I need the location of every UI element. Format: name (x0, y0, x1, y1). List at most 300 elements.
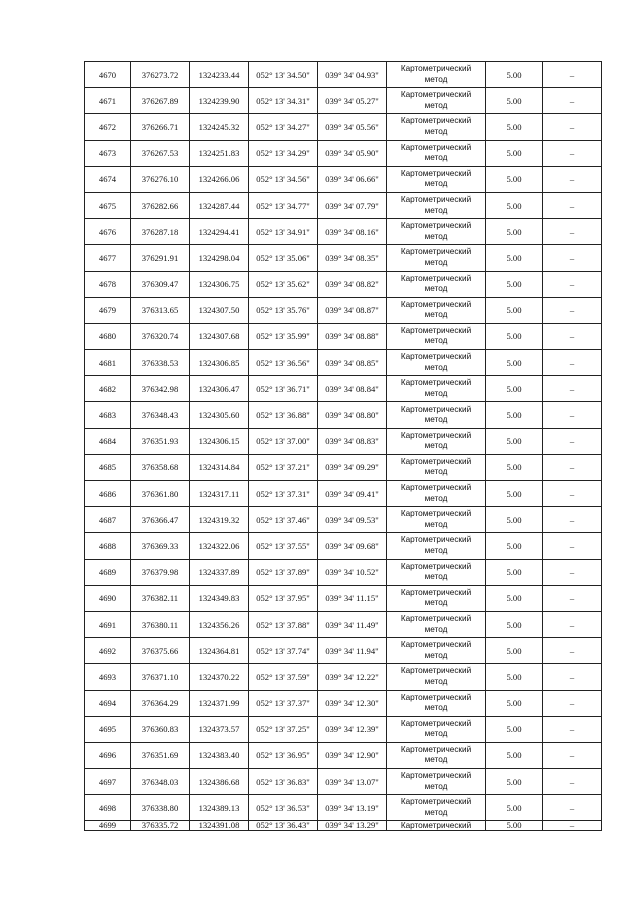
accuracy-cell: 5.00 (486, 716, 543, 742)
table-row (85, 638, 602, 664)
x-coordinate-cell: 376338.53 (131, 350, 190, 376)
point-number-cell: 4678 (85, 271, 131, 297)
method-cell (387, 271, 486, 297)
x-coordinate-cell: 376351.93 (131, 428, 190, 454)
method-cell (387, 690, 486, 716)
y-coordinate-cell: 1324389.13 (190, 795, 249, 821)
description-cell: – (543, 245, 602, 271)
latitude-cell: 052° 13' 37.00" (249, 428, 318, 454)
y-coordinate-cell: 1324306.15 (190, 428, 249, 454)
x-coordinate-cell: 376282.66 (131, 192, 190, 218)
table-row (85, 297, 602, 323)
latitude-cell: 052° 13' 35.99" (249, 323, 318, 349)
description-cell: – (543, 114, 602, 140)
point-number-cell: 4680 (85, 323, 131, 349)
method-cell (387, 821, 486, 831)
latitude-cell: 052° 13' 36.53" (249, 795, 318, 821)
latitude-cell: 052° 13' 37.89" (249, 559, 318, 585)
y-coordinate-cell: 1324391.08 (190, 821, 249, 831)
y-coordinate-cell: 1324337.89 (190, 559, 249, 585)
x-coordinate-cell: 376366.47 (131, 507, 190, 533)
latitude-cell: 052° 13' 36.43" (249, 821, 318, 831)
table-row (85, 88, 602, 114)
y-coordinate-cell: 1324314.84 (190, 454, 249, 480)
accuracy-cell: 5.00 (486, 454, 543, 480)
point-number-cell: 4690 (85, 585, 131, 611)
point-number-cell: 4697 (85, 769, 131, 795)
method-line-2: метод (424, 336, 448, 346)
method-line-1: Картометрический (400, 797, 472, 807)
accuracy-cell: 5.00 (486, 140, 543, 166)
method-line-2: метод (424, 153, 448, 163)
x-coordinate-cell: 376380.11 (131, 611, 190, 637)
x-coordinate-cell: 376361.80 (131, 481, 190, 507)
point-number-cell: 4686 (85, 481, 131, 507)
table-row (85, 533, 602, 559)
table-row (85, 454, 602, 480)
x-coordinate-cell: 376320.74 (131, 323, 190, 349)
latitude-cell: 052° 13' 35.06" (249, 245, 318, 271)
longitude-cell: 039° 34' 11.15" (318, 585, 387, 611)
method-line-1: Картометрический (400, 587, 472, 597)
method-cell (387, 140, 486, 166)
point-number-cell: 4695 (85, 716, 131, 742)
longitude-cell: 039° 34' 05.27" (318, 88, 387, 114)
accuracy-cell: 5.00 (486, 271, 543, 297)
description-cell: – (543, 297, 602, 323)
y-coordinate-cell: 1324306.47 (190, 376, 249, 402)
x-coordinate-cell: 376291.91 (131, 245, 190, 271)
method-line-1: Картометрический (400, 168, 472, 178)
description-cell: – (543, 716, 602, 742)
method-cell (387, 559, 486, 585)
accuracy-cell: 5.00 (486, 114, 543, 140)
method-line-1: Картометрический (400, 456, 472, 466)
method-line-1: Картометрический (400, 299, 472, 309)
longitude-cell: 039° 34' 12.22" (318, 664, 387, 690)
accuracy-cell: 5.00 (486, 219, 543, 245)
description-cell: – (543, 638, 602, 664)
y-coordinate-cell: 1324364.81 (190, 638, 249, 664)
point-number-cell: 4677 (85, 245, 131, 271)
method-line-1: Картометрический (400, 614, 472, 624)
method-line-2: метод (424, 703, 448, 713)
method-line-1: Картометрический (400, 142, 472, 152)
x-coordinate-cell: 376287.18 (131, 219, 190, 245)
description-cell: – (543, 428, 602, 454)
method-line-2: метод (424, 545, 448, 555)
x-coordinate-cell: 376364.29 (131, 690, 190, 716)
latitude-cell: 052° 13' 37.74" (249, 638, 318, 664)
method-cell (387, 585, 486, 611)
accuracy-cell: 5.00 (486, 611, 543, 637)
x-coordinate-cell: 376276.10 (131, 166, 190, 192)
method-cell (387, 611, 486, 637)
method-cell (387, 166, 486, 192)
point-number-cell: 4685 (85, 454, 131, 480)
table-row (85, 140, 602, 166)
latitude-cell: 052° 13' 37.88" (249, 611, 318, 637)
y-coordinate-cell: 1324306.85 (190, 350, 249, 376)
longitude-cell: 039° 34' 12.30" (318, 690, 387, 716)
point-number-cell: 4674 (85, 166, 131, 192)
accuracy-cell: 5.00 (486, 559, 543, 585)
method-line-1: Картометрический (400, 821, 472, 831)
description-cell: – (543, 769, 602, 795)
x-coordinate-cell: 376313.65 (131, 297, 190, 323)
table-row (85, 716, 602, 742)
method-line-1: Картометрический (400, 640, 472, 650)
method-line-2: метод (424, 310, 448, 320)
method-cell (387, 114, 486, 140)
y-coordinate-cell: 1324349.83 (190, 585, 249, 611)
latitude-cell: 052° 13' 34.29" (249, 140, 318, 166)
latitude-cell: 052° 13' 34.77" (249, 192, 318, 218)
method-line-1: Картометрический (400, 509, 472, 519)
description-cell: – (543, 350, 602, 376)
method-cell (387, 245, 486, 271)
description-cell: – (543, 507, 602, 533)
y-coordinate-cell: 1324319.32 (190, 507, 249, 533)
description-cell: – (543, 742, 602, 768)
method-line-1: Картометрический (400, 483, 472, 493)
accuracy-cell: 5.00 (486, 350, 543, 376)
accuracy-cell: 5.00 (486, 166, 543, 192)
x-coordinate-cell: 376335.72 (131, 821, 190, 831)
accuracy-cell: 5.00 (486, 62, 543, 88)
method-line-2: метод (424, 231, 448, 241)
table-row (85, 62, 602, 88)
longitude-cell: 039° 34' 08.80" (318, 402, 387, 428)
longitude-cell: 039° 34' 12.90" (318, 742, 387, 768)
point-number-cell: 4672 (85, 114, 131, 140)
description-cell: – (543, 271, 602, 297)
longitude-cell: 039° 34' 04.93" (318, 62, 387, 88)
accuracy-cell: 5.00 (486, 664, 543, 690)
accuracy-cell: 5.00 (486, 690, 543, 716)
longitude-cell: 039° 34' 13.19" (318, 795, 387, 821)
y-coordinate-cell: 1324307.50 (190, 297, 249, 323)
point-number-cell: 4693 (85, 664, 131, 690)
method-line-2: метод (424, 624, 448, 634)
x-coordinate-cell: 376382.11 (131, 585, 190, 611)
y-coordinate-cell: 1324239.90 (190, 88, 249, 114)
table-row (85, 664, 602, 690)
method-line-1: Картометрический (400, 221, 472, 231)
method-line-1: Картометрический (400, 718, 472, 728)
point-number-cell: 4689 (85, 559, 131, 585)
method-line-2: метод (424, 179, 448, 189)
method-line-1: Картометрический (400, 247, 472, 257)
table-row (85, 690, 602, 716)
method-line-2: метод (424, 519, 448, 529)
method-cell (387, 350, 486, 376)
description-cell: – (543, 323, 602, 349)
accuracy-cell: 5.00 (486, 769, 543, 795)
x-coordinate-cell: 376371.10 (131, 664, 190, 690)
method-cell (387, 795, 486, 821)
latitude-cell: 052° 13' 34.56" (249, 166, 318, 192)
point-number-cell: 4673 (85, 140, 131, 166)
longitude-cell: 039° 34' 08.82" (318, 271, 387, 297)
accuracy-cell: 5.00 (486, 821, 543, 831)
table-row (85, 507, 602, 533)
accuracy-cell: 5.00 (486, 428, 543, 454)
point-number-cell: 4692 (85, 638, 131, 664)
description-cell: – (543, 376, 602, 402)
method-line-2: метод (424, 126, 448, 136)
description-cell: – (543, 402, 602, 428)
accuracy-cell: 5.00 (486, 376, 543, 402)
latitude-cell: 052° 13' 36.95" (249, 742, 318, 768)
method-cell (387, 664, 486, 690)
y-coordinate-cell: 1324317.11 (190, 481, 249, 507)
point-number-cell: 4670 (85, 62, 131, 88)
longitude-cell: 039° 34' 07.79" (318, 192, 387, 218)
description-cell: – (543, 585, 602, 611)
longitude-cell: 039° 34' 11.49" (318, 611, 387, 637)
table-row (85, 271, 602, 297)
method-line-2: метод (424, 807, 448, 817)
x-coordinate-cell: 376375.66 (131, 638, 190, 664)
y-coordinate-cell: 1324307.68 (190, 323, 249, 349)
method-line-1: Картометрический (400, 744, 472, 754)
method-line-2: метод (424, 729, 448, 739)
latitude-cell: 052° 13' 35.62" (249, 271, 318, 297)
table-row (85, 166, 602, 192)
y-coordinate-cell: 1324386.68 (190, 769, 249, 795)
method-cell (387, 297, 486, 323)
method-line-2: метод (424, 284, 448, 294)
description-cell: – (543, 166, 602, 192)
table-row (85, 402, 602, 428)
method-cell (387, 716, 486, 742)
description-cell: – (543, 62, 602, 88)
method-line-2: метод (424, 676, 448, 686)
method-line-2: метод (424, 257, 448, 267)
accuracy-cell: 5.00 (486, 638, 543, 664)
method-line-1: Картометрический (400, 535, 472, 545)
accuracy-cell: 5.00 (486, 245, 543, 271)
description-cell: – (543, 88, 602, 114)
method-cell (387, 402, 486, 428)
method-line-1: Картометрический (400, 378, 472, 388)
longitude-cell: 039° 34' 13.07" (318, 769, 387, 795)
method-line-2: метод (424, 362, 448, 372)
accuracy-cell: 5.00 (486, 533, 543, 559)
method-line-2: метод (424, 572, 448, 582)
longitude-cell: 039° 34' 08.85" (318, 350, 387, 376)
latitude-cell: 052° 13' 34.27" (249, 114, 318, 140)
method-cell (387, 192, 486, 218)
x-coordinate-cell: 376338.80 (131, 795, 190, 821)
y-coordinate-cell: 1324245.32 (190, 114, 249, 140)
longitude-cell: 039° 34' 09.53" (318, 507, 387, 533)
accuracy-cell: 5.00 (486, 88, 543, 114)
y-coordinate-cell: 1324287.44 (190, 192, 249, 218)
latitude-cell: 052° 13' 37.31" (249, 481, 318, 507)
method-line-1: Картометрический (400, 90, 472, 100)
point-number-cell: 4682 (85, 376, 131, 402)
method-line-1: Картометрический (400, 116, 472, 126)
method-cell (387, 88, 486, 114)
method-line-2: метод (424, 755, 448, 765)
table-row (85, 585, 602, 611)
point-number-cell: 4688 (85, 533, 131, 559)
point-number-cell: 4683 (85, 402, 131, 428)
latitude-cell: 052° 13' 37.46" (249, 507, 318, 533)
x-coordinate-cell: 376379.98 (131, 559, 190, 585)
accuracy-cell: 5.00 (486, 585, 543, 611)
description-cell: – (543, 192, 602, 218)
description-cell: – (543, 533, 602, 559)
y-coordinate-cell: 1324294.41 (190, 219, 249, 245)
method-line-2: метод (424, 598, 448, 608)
y-coordinate-cell: 1324305.60 (190, 402, 249, 428)
latitude-cell: 052° 13' 37.25" (249, 716, 318, 742)
accuracy-cell: 5.00 (486, 297, 543, 323)
longitude-cell: 039° 34' 05.90" (318, 140, 387, 166)
method-cell (387, 454, 486, 480)
x-coordinate-cell: 376360.83 (131, 716, 190, 742)
accuracy-cell: 5.00 (486, 402, 543, 428)
method-line-1: Картометрический (400, 771, 472, 781)
description-cell: – (543, 559, 602, 585)
table-row (85, 742, 602, 768)
accuracy-cell: 5.00 (486, 742, 543, 768)
latitude-cell: 052° 13' 35.76" (249, 297, 318, 323)
y-coordinate-cell: 1324298.04 (190, 245, 249, 271)
coordinates-table (84, 61, 602, 831)
x-coordinate-cell: 376348.03 (131, 769, 190, 795)
method-line-2: метод (424, 415, 448, 425)
point-number-cell: 4694 (85, 690, 131, 716)
description-cell: – (543, 454, 602, 480)
method-line-1: Картометрический (400, 273, 472, 283)
accuracy-cell: 5.00 (486, 192, 543, 218)
point-number-cell: 4679 (85, 297, 131, 323)
longitude-cell: 039° 34' 09.29" (318, 454, 387, 480)
longitude-cell: 039° 34' 08.84" (318, 376, 387, 402)
point-number-cell: 4696 (85, 742, 131, 768)
method-line-1: Картометрический (400, 430, 472, 440)
longitude-cell: 039° 34' 09.41" (318, 481, 387, 507)
y-coordinate-cell: 1324371.99 (190, 690, 249, 716)
latitude-cell: 052° 13' 36.56" (249, 350, 318, 376)
method-line-1: Картометрический (400, 404, 472, 414)
method-cell (387, 323, 486, 349)
method-cell (387, 742, 486, 768)
point-number-cell: 4671 (85, 88, 131, 114)
point-number-cell: 4698 (85, 795, 131, 821)
method-cell (387, 638, 486, 664)
method-cell (387, 481, 486, 507)
method-line-2: метод (424, 74, 448, 84)
method-line-2: метод (424, 650, 448, 660)
x-coordinate-cell: 376273.72 (131, 62, 190, 88)
method-cell (387, 376, 486, 402)
point-number-cell: 4691 (85, 611, 131, 637)
longitude-cell: 039° 34' 11.94" (318, 638, 387, 664)
longitude-cell: 039° 34' 08.16" (318, 219, 387, 245)
method-cell (387, 62, 486, 88)
x-coordinate-cell: 376267.53 (131, 140, 190, 166)
table-row (85, 350, 602, 376)
longitude-cell: 039° 34' 13.29" (318, 821, 387, 831)
latitude-cell: 052° 13' 34.31" (249, 88, 318, 114)
latitude-cell: 052° 13' 37.59" (249, 664, 318, 690)
x-coordinate-cell: 376342.98 (131, 376, 190, 402)
method-cell (387, 507, 486, 533)
table-row (85, 821, 602, 831)
table-row (85, 192, 602, 218)
y-coordinate-cell: 1324370.22 (190, 664, 249, 690)
x-coordinate-cell: 376309.47 (131, 271, 190, 297)
x-coordinate-cell: 376348.43 (131, 402, 190, 428)
y-coordinate-cell: 1324251.83 (190, 140, 249, 166)
latitude-cell: 052° 13' 37.55" (249, 533, 318, 559)
method-line-2: метод (424, 467, 448, 477)
table-row (85, 428, 602, 454)
method-line-1: Картометрический (400, 195, 472, 205)
method-cell (387, 533, 486, 559)
accuracy-cell: 5.00 (486, 481, 543, 507)
description-cell: – (543, 795, 602, 821)
method-line-1: Картометрический (400, 561, 472, 571)
table-row (85, 795, 602, 821)
latitude-cell: 052° 13' 34.91" (249, 219, 318, 245)
longitude-cell: 039° 34' 09.68" (318, 533, 387, 559)
method-line-1: Картометрический (400, 666, 472, 676)
longitude-cell: 039° 34' 05.56" (318, 114, 387, 140)
point-number-cell: 4687 (85, 507, 131, 533)
description-cell: – (543, 821, 602, 831)
accuracy-cell: 5.00 (486, 795, 543, 821)
description-cell: – (543, 219, 602, 245)
y-coordinate-cell: 1324373.57 (190, 716, 249, 742)
latitude-cell: 052° 13' 34.50" (249, 62, 318, 88)
method-cell (387, 769, 486, 795)
longitude-cell: 039° 34' 08.35" (318, 245, 387, 271)
latitude-cell: 052° 13' 37.37" (249, 690, 318, 716)
accuracy-cell: 5.00 (486, 507, 543, 533)
y-coordinate-cell: 1324322.06 (190, 533, 249, 559)
latitude-cell: 052° 13' 36.71" (249, 376, 318, 402)
latitude-cell: 052° 13' 36.88" (249, 402, 318, 428)
x-coordinate-cell: 376358.68 (131, 454, 190, 480)
accuracy-cell: 5.00 (486, 323, 543, 349)
description-cell: – (543, 664, 602, 690)
x-coordinate-cell: 376267.89 (131, 88, 190, 114)
point-number-cell: 4675 (85, 192, 131, 218)
method-line-2: метод (424, 493, 448, 503)
method-line-1: Картометрический (400, 352, 472, 362)
method-line-1: Картометрический (400, 325, 472, 335)
y-coordinate-cell: 1324233.44 (190, 62, 249, 88)
longitude-cell: 039° 34' 08.83" (318, 428, 387, 454)
table-row (85, 376, 602, 402)
longitude-cell: 039° 34' 06.66" (318, 166, 387, 192)
description-cell: – (543, 611, 602, 637)
table-row (85, 323, 602, 349)
point-number-cell: 4699 (85, 821, 131, 831)
longitude-cell: 039° 34' 08.87" (318, 297, 387, 323)
table-row (85, 559, 602, 585)
y-coordinate-cell: 1324383.40 (190, 742, 249, 768)
method-line-2: метод (424, 781, 448, 791)
table-row (85, 769, 602, 795)
point-number-cell: 4681 (85, 350, 131, 376)
